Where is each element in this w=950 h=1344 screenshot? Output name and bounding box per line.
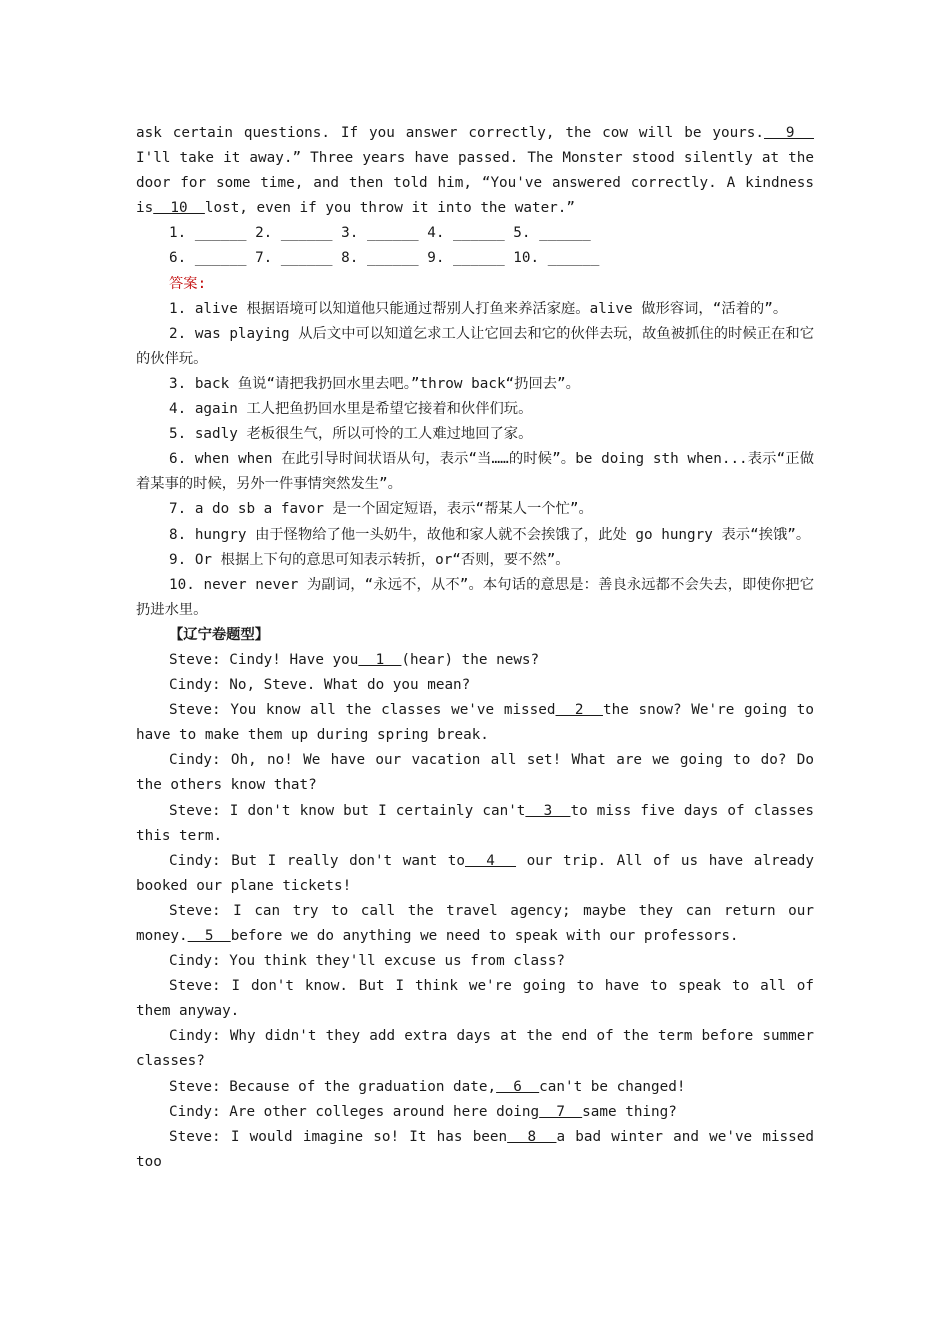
dialogue-line: Steve: I can try to call the travel agency; maybe they can return our money. 5 before we do anything we need to speak with our professors.: [136, 902, 814, 944]
dialogue-line: Cindy: Are other colleges around here doing 7 same thing?: [169, 1103, 677, 1120]
blank-9: 9: [764, 125, 814, 141]
answer-explanation: 7. a do sb a favor 是一个固定短语，表示“帮某人一个忙”。: [169, 501, 593, 518]
blank-4: 4: [465, 852, 517, 869]
blank-2: 2: [555, 702, 603, 719]
dialogue-line: Steve: Because of the graduation date, 6 can't be changed!: [169, 1078, 686, 1095]
blank-5: 5: [187, 928, 231, 944]
section-title: 【辽宁卷题型】: [169, 626, 270, 643]
answer-explanation: 2. was playing 从后文中可以知道乞求工人让它回去和它的伙伴去玩，故鱼被抓住的时候正在和它的伙伴玩。: [136, 325, 814, 367]
answer-explanation: 6. when when 在此引导时间状语从句，表示“当……的时候”。be doing sth when...表示“正做着某事的时候，另外一件事情突然发生”。: [136, 451, 814, 493]
answer-explanation: 1. alive 根据语境可以知道他只能通过帮别人打鱼来养活家庭。alive 做形容词，“活着的”。: [169, 300, 788, 317]
dialogue-line: Cindy: Oh, no! We have our vacation all set! What are we going to do? Do the others know that?: [136, 752, 814, 794]
dialogue-line: Cindy: Why didn't they add extra days at the end of the term before summer classes?: [136, 1028, 814, 1070]
passage-ending: [136, 121, 814, 221]
dialogue-line: Cindy: No, Steve. What do you mean?: [169, 677, 471, 694]
answer-line-2: 6. ______ 7. ______ 8. ______ 9. ______ 10. ______: [169, 250, 600, 267]
passage-text: lost, even if you throw it into the water.”: [204, 200, 575, 217]
blank-3: 3: [525, 802, 571, 819]
dialogue-line: Steve: I would imagine so! It has been 8 a bad winter and we've missed too: [136, 1128, 814, 1170]
blank-7: 7: [539, 1103, 583, 1120]
dialogue-line: Steve: Cindy! Have you 1 (hear) the news?: [169, 651, 540, 668]
blank-8: 8: [507, 1128, 557, 1145]
dialogue-line: Steve: You know all the classes we've missed 2 the snow? We're going to have to make them up during spring break.: [136, 702, 814, 744]
dialogue-line: Cindy: You think they'll excuse us from class?: [169, 953, 565, 970]
blank-1: 1: [358, 651, 402, 668]
passage-text: ask certain questions. If you answer correctly, the cow will be yours.: [136, 125, 764, 141]
blank-6: 6: [496, 1078, 540, 1095]
answer-explanation: 5. sadly 老板很生气，所以可怜的工人难过地回了家。: [169, 426, 533, 443]
dialogue-line: Steve: I don't know but I certainly can't 3 to miss five days of classes this term.: [136, 802, 814, 844]
answer-explanation: 10. never never 为副词，“永远不，从不”。本句话的意思是：善良永远都不会失去，即使你把它扔进水里。: [136, 576, 814, 618]
answers-heading: 答案:: [169, 275, 207, 292]
answer-explanation: 9. Or 根据上下句的意思可知表示转折，or“否则，要不然”。: [169, 551, 570, 568]
answer-explanation: 8. hungry 由于怪物给了他一头奶牛，故他和家人就不会挨饿了，此处 go hungry 表示“挨饿”。: [169, 526, 811, 543]
dialogue-line: Cindy: But I really don't want to 4 our trip. All of us have already booked our plane tickets!: [136, 852, 815, 894]
document-body: [136, 121, 814, 1175]
dialogue-line: Steve: I don't know. But I think we're going to have to speak to all of them anyway.: [136, 978, 814, 1020]
blank-10: 10: [153, 200, 205, 217]
answer-explanation: 4. again 工人把鱼扔回水里是希望它接着和伙伴们玩。: [169, 401, 533, 418]
passage-text: I'll take it away.” Three years have passed. The Monster stood silently at the door for some time, and then told him, “You've answered correctly. A kindness is: [136, 150, 814, 217]
answer-line-1: 1. ______ 2. ______ 3. ______ 4. ______ 5. ______: [169, 225, 591, 242]
answer-explanation: 3. back 鱼说“请把我扔回水里去吧。”throw back“扔回去”。: [169, 375, 580, 392]
